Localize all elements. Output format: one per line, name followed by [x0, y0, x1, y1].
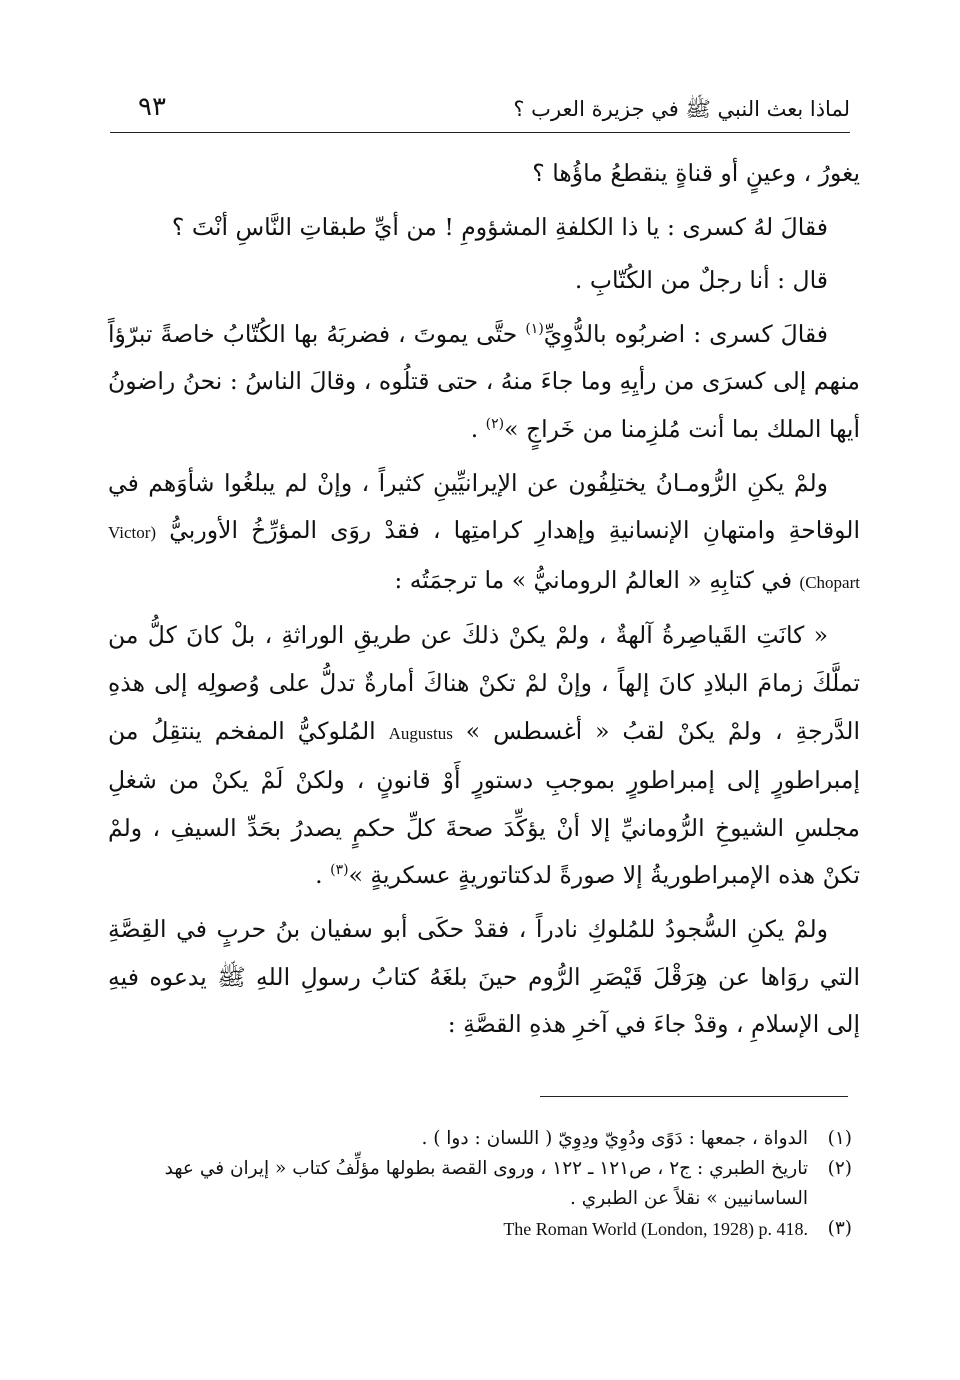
footnote-number: (٢)	[827, 1158, 852, 1179]
paragraph-6-text-a: « كانَتِ القَياصِرةُ آلهةٌ ، ولمْ يكنْ ذلكَ عن طريقِ الوراثةِ ، بلْ كانَ كلُّ من تملَّكَ زمامَ البلادِ كانَ إلهاً ، وإنْ لمْ تكنْ هناكَ أمارةٌ تدلُّ على وُصولِه إلى هذهِ الدَّرجةِ ، ولمْ يكنْ لقبُ « أغسطس »	[108, 621, 860, 745]
running-title: لماذا بعث النبي ﷺ في جزيرة العرب ؟	[513, 97, 850, 121]
author-name-latin: (Victor Chopart)	[108, 523, 860, 592]
page-number: ٩٣	[138, 92, 166, 122]
footnote-number: (٣)	[827, 1218, 852, 1239]
footnote-ref-1: (١)	[525, 320, 544, 337]
footnote-ref-3: (٣)	[330, 862, 349, 879]
footnote-text: تاريخ الطبري : ج٢ ، ص١٢١ ـ ١٢٢ ، وروى القصة بطولها مؤلِّفُ كتاب « إيران في عهد الساسانيين » نقلاً عن الطبري .	[164, 1158, 808, 1209]
paragraph-2: فقالَ لهُ كسرى : يا ذا الكلفةِ المشؤومِ ! من أيِّ طبقاتِ النَّاسِ أنْتَ ؟	[171, 212, 828, 241]
footnote-ref-2: (٢)	[485, 416, 505, 433]
footnote-number: (١)	[827, 1128, 852, 1149]
paragraph-6-quote	[108, 612, 860, 900]
footnote-text: الدواة ، جمعها : دَوًى ودُوِيّ ودِوِيّ ( اللسان : دوا ) .	[421, 1128, 808, 1149]
footnotes	[100, 1124, 852, 1245]
paragraph-4	[108, 311, 860, 454]
main-text	[108, 150, 860, 1055]
paragraph-4-text-b: حتَّى يموتَ ، فضربَهُ بها الكُتّابُ خاصةً تبرّؤاً منهم إلى كسرَى من رأيِهِ وما جاءَ منهُ ، حتى قتلُوه ، وقالَ الناسُ : نحنُ راضونُ أيها الملك بما أنت مُلزِمنا من خَراجٍ »	[108, 319, 860, 443]
paragraph-5	[108, 460, 860, 607]
augustus-latin: Augustus	[388, 723, 453, 743]
paragraph-1: يغورُ ، وعينٍ أو قناةٍ ينقطعُ ماؤُها ؟	[532, 159, 860, 187]
paragraph-4-text-c: .	[470, 414, 486, 443]
footnote-3	[100, 1214, 852, 1245]
paragraph-7: ولمْ يكنِ السُّجودُ للمُلوكِ نادراً ، فقدْ حكَى أبو سفيان بنُ حربٍ في القِصَّةِ التي روَاها عن هِرَقْلَ قَيْصَرِ الرُّوم حينَ بلغَهُ كتابُ رسولِ اللهِ ﷺ يدعوه فيهِ إلى الإسلامِ ، وقدْ جاءَ في آخرِ هذهِ القصَّةِ :	[108, 914, 860, 1039]
footnote-text	[100, 1214, 808, 1245]
paragraph-4-text-a: فقالَ كسرى : اضربُوه بالدُّوِيِّ	[543, 319, 829, 348]
paragraph-5-text-b: في كتابِهِ « العالمُ الرومانيُّ » ما ترجمَتُه :	[394, 565, 800, 594]
footnote-divider	[540, 1096, 848, 1097]
footnote-1	[100, 1124, 852, 1154]
paragraph-3: قال : أنا رجلٌ من الكُتّابِ .	[574, 266, 828, 295]
page-header	[110, 88, 850, 133]
paragraph-5-text-a: ولمْ يكنِ الرُّومـانُ يختلِفُون عن الإيرانيِّينِ كثيراً ، وإنْ لم يبلغُوا شأوَهم في الوقاحةِ وامتهانِ الإنسانيةِ وإهدارِ كرامتِها ، فقدْ روَى المؤرِّخُ الأوربيُّ	[108, 468, 860, 545]
paragraph-6-text-c: .	[315, 861, 331, 890]
paragraph-6-text-b: المُلوكيُّ المفخم ينتقِلُ من إمبراطورٍ إلى إمبراطورٍ بموجبِ دستورٍ أَوْ قانونٍ ، ولكنْ لَمْ يكنْ من شغلِ مجلسِ الشيوخِ الرُّومانيِّ إلا أنْ يؤكِّدَ صحةَ كلِّ حكمٍ يصدرُ بحَدِّ السيفِ ، ولمْ تكنْ هذه الإمبراطوريةُ إلا صورةً لدكتاتوريةٍ عسكريةٍ »	[108, 716, 860, 890]
footnote-2	[100, 1154, 852, 1214]
footnote-citation-latin: The Roman World (London, 1928) p. 418.	[503, 1219, 808, 1239]
